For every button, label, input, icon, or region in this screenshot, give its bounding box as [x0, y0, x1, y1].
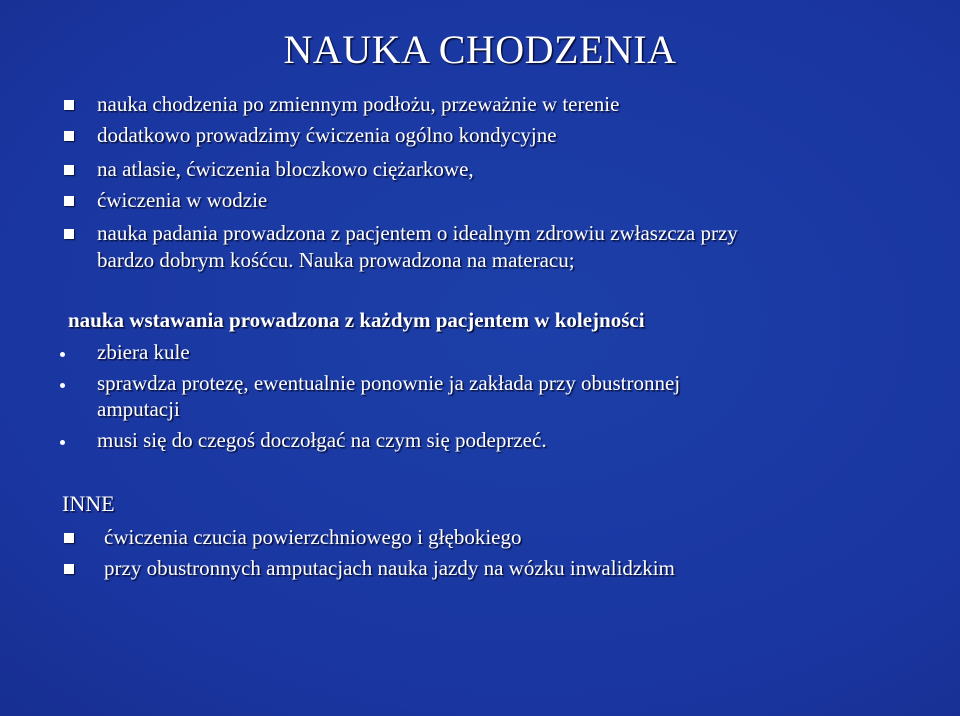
list-item: na atlasie, ćwiczenia bloczkowo ciężarkowe,: [97, 157, 474, 181]
square-bullet-icon: [64, 100, 74, 110]
section-heading: nauka wstawania prowadzona z każdym pacjentem w kolejności: [68, 308, 645, 332]
list-item: nauka chodzenia po zmiennym podłożu, przeważnie w terenie: [97, 92, 620, 116]
dot-bullet-icon: [60, 383, 65, 388]
list-item: musi się do czegoś doczołgać na czym się podeprzeć.: [97, 428, 547, 452]
section-heading: INNE: [62, 491, 115, 516]
square-bullet-icon: [64, 564, 74, 574]
square-bullet-icon: [64, 533, 74, 543]
list-item: ćwiczenia w wodzie: [97, 188, 268, 212]
dot-bullet-icon: [60, 440, 65, 445]
list-item: nauka padania prowadzona z pacjentem o idealnym zdrowiu zwłaszcza przy: [97, 221, 738, 245]
dot-bullet-icon: [60, 352, 65, 357]
list-item: sprawdza protezę, ewentualnie ponownie ja zakłada przy obustronnej: [97, 371, 681, 395]
list-item-continuation: amputacji: [97, 397, 180, 421]
slide-title: NAUKA CHODZENIA: [283, 27, 677, 72]
square-bullet-icon: [64, 229, 74, 239]
list-item: zbiera kule: [97, 340, 190, 364]
list-item: przy obustronnych amputacjach nauka jazdy na wózku inwalidzkim: [104, 556, 675, 580]
square-bullet-icon: [64, 196, 74, 206]
square-bullet-icon: [64, 131, 74, 141]
square-bullet-icon: [64, 165, 74, 175]
list-item: dodatkowo prowadzimy ćwiczenia ogólno kondycyjne: [97, 123, 557, 147]
list-item: ćwiczenia czucia powierzchniowego i głębokiego: [104, 525, 522, 549]
list-item-continuation: bardzo dobrym kośćcu. Nauka prowadzona na materacu;: [97, 248, 575, 272]
